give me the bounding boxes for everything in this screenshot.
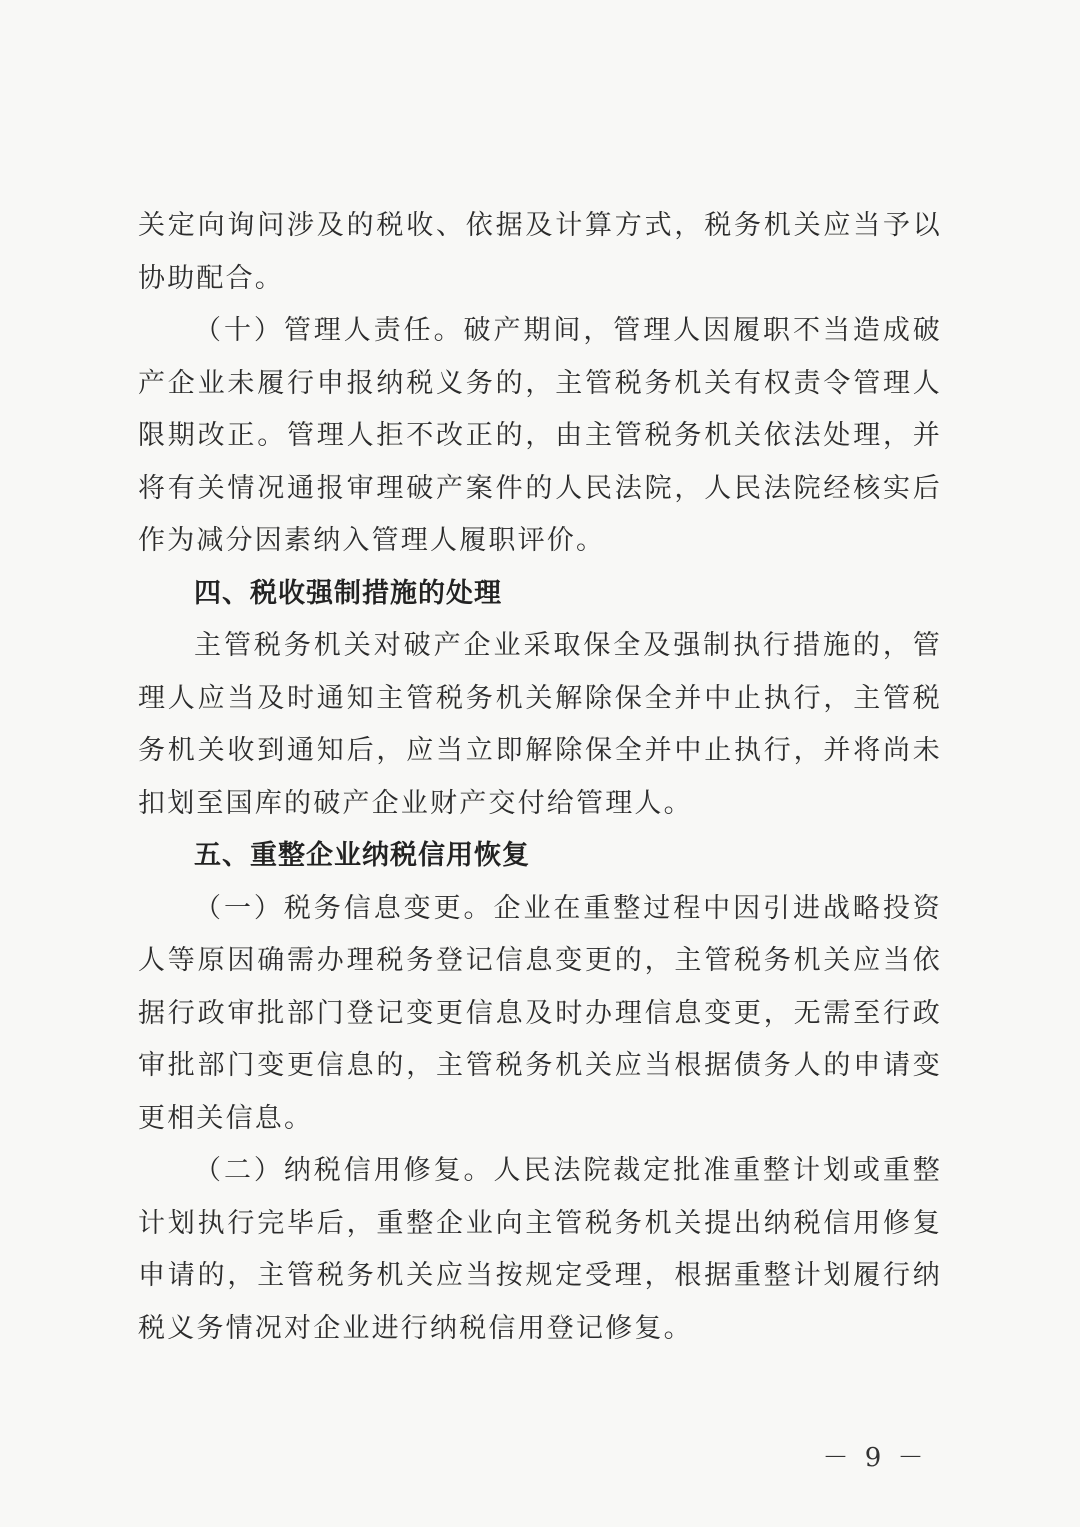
section-heading-credit-restoration: 五、重整企业纳税信用恢复 [194, 840, 530, 871]
page-number: － 9 － [822, 1443, 928, 1473]
paragraph-continuation: 关定向询问涉及的税收、依据及计算方式，税务机关应当予以协助配合。 [138, 210, 942, 294]
body-text [138, 200, 942, 1355]
paragraph-tax-enforcement: 主管税务机关对破产企业采取保全及强制执行措施的，管理人应当及时通知主管税务机关解除保全并中止执行，主管税务机关收到通知后，应当立即解除保全并中止执行，并将尚未扣划至国库的破产企业财产交付给管理人。 [138, 630, 942, 819]
paragraph-manager-responsibility: （十）管理人责任。破产期间，管理人因履职不当造成破产企业未履行申报纳税义务的，主管税务机关有权责令管理人限期改正。管理人拒不改正的，由主管税务机关依法处理，并将有关情况通报审理破产案件的人民法院，人民法院经核实后作为减分因素纳入管理人履职评价。 [138, 315, 942, 556]
section-heading-tax-enforcement: 四、税收强制措施的处理 [194, 577, 502, 609]
paragraph-tax-info-change: （一）税务信息变更。企业在重整过程中因引进战略投资人等原因确需办理税务登记信息变更的，主管税务机关应当依据行政审批部门登记变更信息及时办理信息变更，无需至行政审批部门变更信息的，主管税务机关应当根据债务人的申请变更相关信息。 [138, 892, 942, 1134]
paragraph-tax-credit-repair: （二）纳税信用修复。人民法院裁定批准重整计划或重整计划执行完毕后，重整企业向主管税务机关提出纳税信用修复申请的，主管税务机关应当按规定受理，根据重整计划履行纳税义务情况对企业进行纳税信用登记修复。 [138, 1155, 942, 1344]
